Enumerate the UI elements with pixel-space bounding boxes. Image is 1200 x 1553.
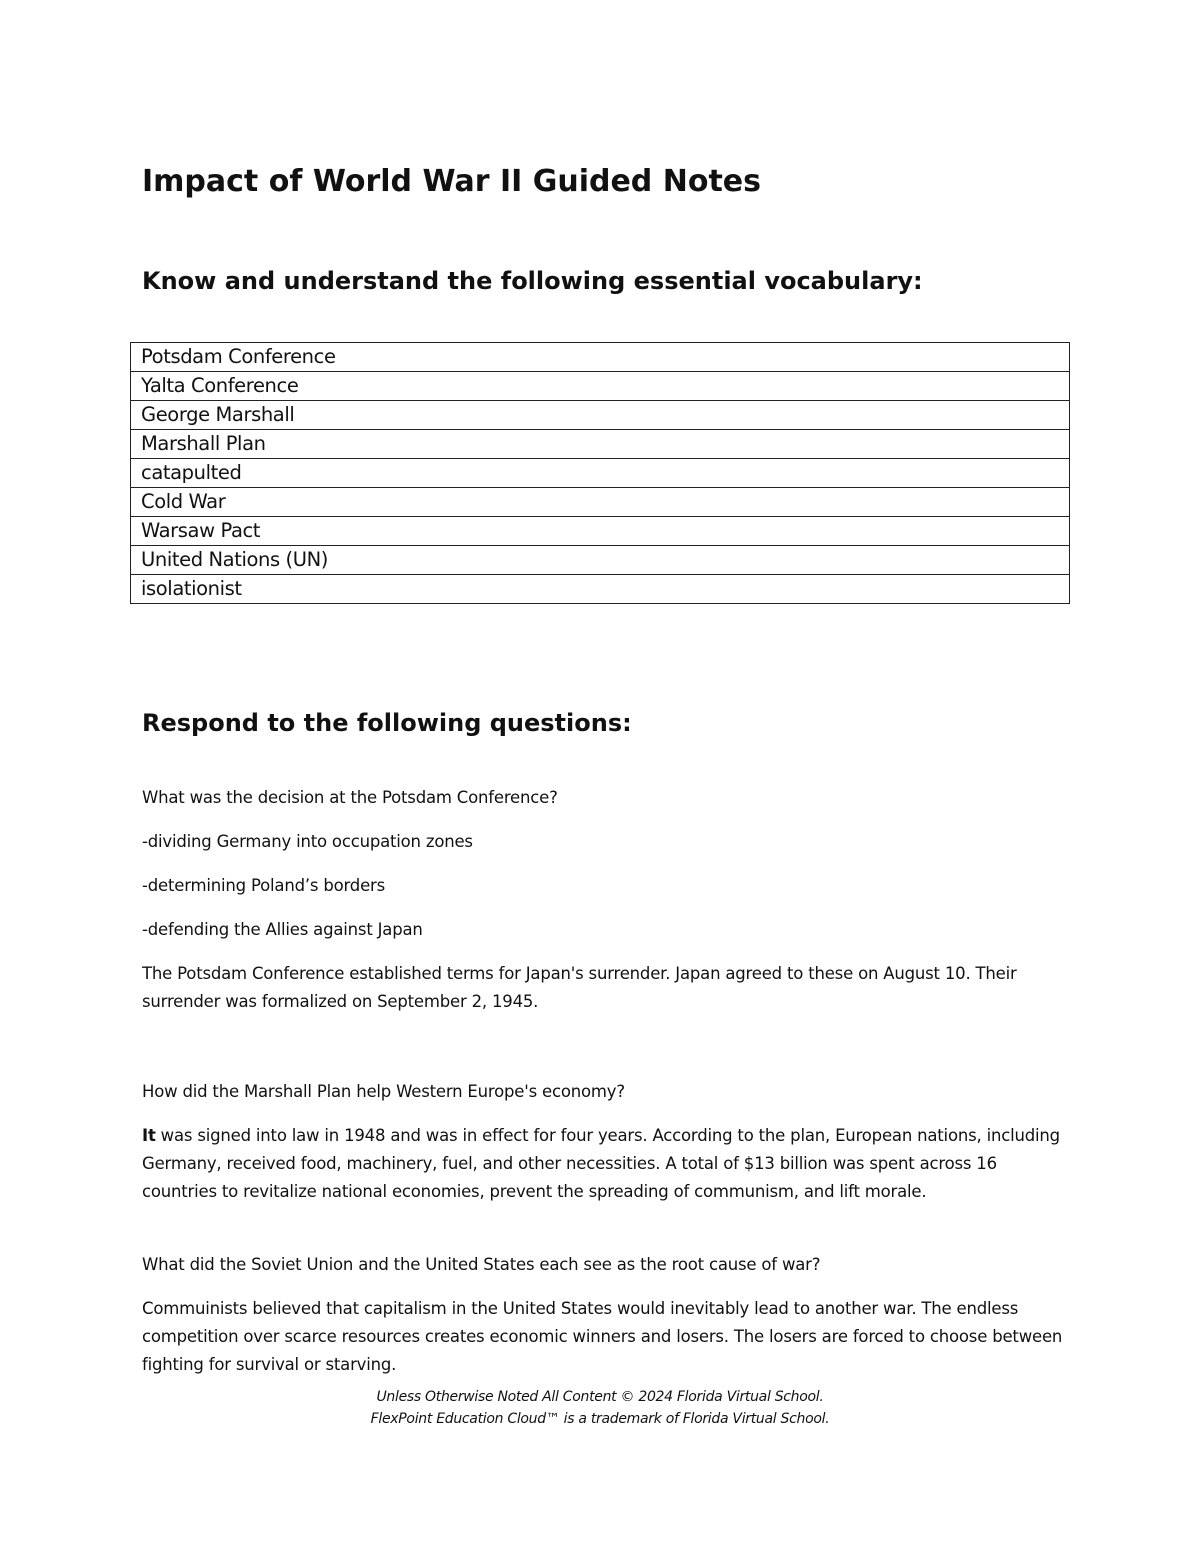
vocabulary-row (131, 459, 1070, 488)
vocabulary-term: Yalta Conference (131, 372, 1070, 401)
vocabulary-heading: Know and understand the following essential vocabulary: (142, 267, 923, 295)
vocabulary-term: Potsdam Conference (131, 343, 1070, 372)
vocabulary-row (131, 401, 1070, 430)
footer-trademark: FlexPoint Education Cloud™ is a trademark of Florida Virtual School. (370, 1411, 830, 1427)
answer-body: was signed into law in 1948 and was in effect for four years. According to the plan, European nations, including Germany, received food, machinery, fuel, and other necessities. A total of $13 billion was spent across 16 countries to revitalize national economies, prevent the spreading of communism, and lift morale. (142, 1126, 1060, 1201)
question-root-cause: What did the Soviet Union and the United States each see as the root cause of war? (142, 1255, 821, 1274)
answer-marshall-plan (142, 1122, 1072, 1206)
page-footer (0, 1386, 1200, 1430)
question-marshall-plan: How did the Marshall Plan help Western Europe's economy? (142, 1082, 625, 1101)
answer-lead-word: It (142, 1126, 156, 1145)
vocabulary-term: Cold War (131, 488, 1070, 517)
answer-point: -determining Poland’s borders (142, 876, 386, 895)
vocabulary-row (131, 372, 1070, 401)
vocabulary-row (131, 517, 1070, 546)
vocabulary-term: George Marshall (131, 401, 1070, 430)
vocabulary-term: Marshall Plan (131, 430, 1070, 459)
questions-heading: Respond to the following questions: (142, 709, 632, 737)
footer-copyright: Unless Otherwise Noted All Content © 2024 Florida Virtual School. (376, 1389, 824, 1405)
vocabulary-row (131, 575, 1070, 604)
question-potsdam: What was the decision at the Potsdam Conference? (142, 788, 558, 807)
vocabulary-row (131, 488, 1070, 517)
document-title: Impact of World War II Guided Notes (142, 164, 761, 199)
vocabulary-row (131, 546, 1070, 575)
vocabulary-row (131, 430, 1070, 459)
answer-potsdam: The Potsdam Conference established terms for Japan's surrender. Japan agreed to these on August 10. Their surrender was formalized on September 2, 1945. (142, 964, 1017, 1011)
answer-point: -dividing Germany into occupation zones (142, 832, 473, 851)
answer-point: -defending the Allies against Japan (142, 920, 423, 939)
vocabulary-term: isolationist (131, 575, 1070, 604)
vocabulary-term: catapulted (131, 459, 1070, 488)
vocabulary-term: Warsaw Pact (131, 517, 1070, 546)
answer-root-cause: Commuinists believed that capitalism in the United States would inevitably lead to another war. The endless competition over scarce resources creates economic winners and losers. The losers are forced to choose between fighting for survival or starving. (142, 1299, 1063, 1374)
vocabulary-row (131, 343, 1070, 372)
vocabulary-term: United Nations (UN) (131, 546, 1070, 575)
vocabulary-table (130, 342, 1070, 604)
